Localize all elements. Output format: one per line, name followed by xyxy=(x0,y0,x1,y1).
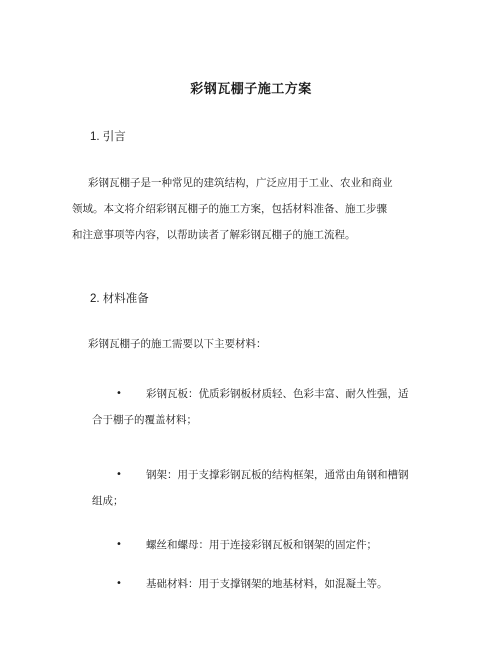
materials-intro-paragraph xyxy=(72,331,432,357)
bullet-icon: • xyxy=(116,578,122,589)
section-heading-materials: 2. 材料准备 xyxy=(90,293,149,305)
bullet-text-line: 基础材料：用于支撑钢架的地基材料，如混凝土等。 xyxy=(146,578,388,590)
paragraph-line: 和注意事项等内容，以帮助读者了解彩钢瓦棚子的施工流程。 xyxy=(72,229,356,241)
section-heading-introduction: 1. 引言 xyxy=(90,131,126,143)
paragraph-line: 领域。本文将介绍彩钢瓦棚子的施工方案，包括材料准备、施工步骤 xyxy=(72,203,387,215)
bullet-icon: • xyxy=(116,388,122,399)
introduction-paragraph xyxy=(72,170,432,248)
bullet-icon: • xyxy=(116,469,122,480)
document-title: 彩钢瓦棚子施工方案 xyxy=(190,82,312,97)
bullet-icon: • xyxy=(116,539,122,550)
bullet-text-line: 合于棚子的覆盖材料； xyxy=(92,414,197,426)
bullet-text-line: 钢架：用于支撑彩钢瓦板的结构框架，通常由角钢和槽钢 xyxy=(146,469,409,481)
bullet-text-line: 组成； xyxy=(92,495,124,507)
bullet-text-line: 彩钢瓦板：优质彩钢板材质轻、色彩丰富、耐久性强，适 xyxy=(146,388,409,400)
paragraph-line: 彩钢瓦棚子的施工需要以下主要材料： xyxy=(88,338,267,350)
paragraph-line: 彩钢瓦棚子是一种常见的建筑结构，广泛应用于工业、农业和商业 xyxy=(88,177,393,189)
bullet-text-line: 螺丝和螺母：用于连接彩钢瓦板和钢架的固定件； xyxy=(146,539,377,551)
